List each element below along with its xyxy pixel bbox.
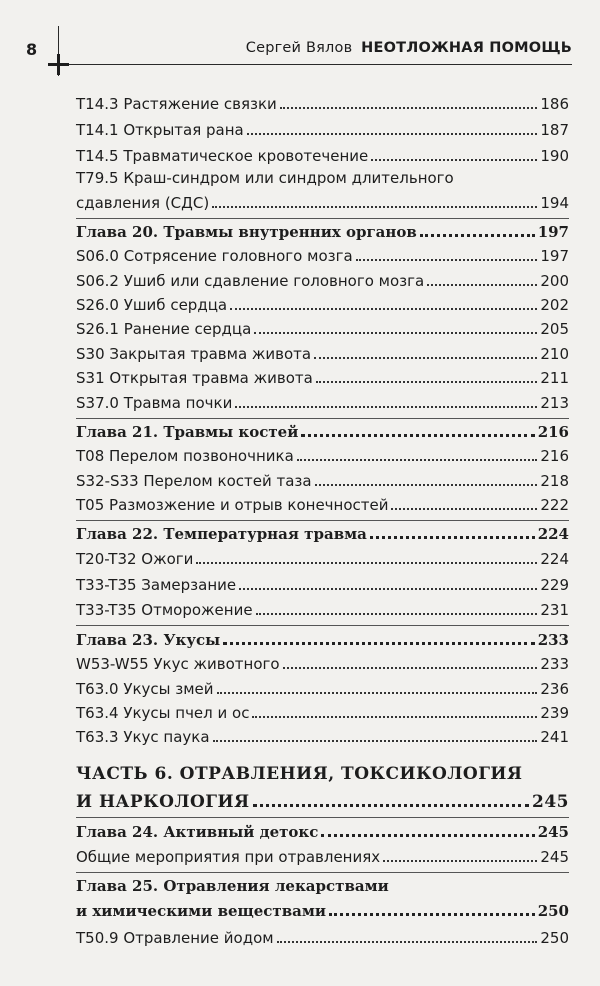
toc-leader-dots — [277, 941, 538, 943]
toc-chapter-page: 197 — [537, 223, 569, 241]
toc-entry-page: 250 — [540, 929, 569, 947]
toc-entry-title: T33-T35 Замерзание — [76, 576, 237, 594]
toc-leader-dots — [196, 562, 537, 564]
toc-entry-title: T50.9 Отравление йодом — [76, 929, 274, 947]
toc-leader-dots — [315, 484, 538, 486]
toc-entry — [76, 600, 569, 620]
toc-entry-title: T08 Перелом позвоночника — [76, 447, 294, 465]
toc-entry-page: 187 — [540, 121, 569, 139]
toc-leader-dots — [213, 740, 538, 742]
toc-entry-page: 213 — [540, 394, 569, 412]
author-name: Сергей Вялов — [245, 40, 353, 56]
section-divider — [76, 872, 569, 873]
toc-chapter-page: 216 — [537, 423, 569, 441]
toc-leader-dots — [212, 206, 537, 208]
toc-entry-title: T20-T32 Ожоги — [76, 550, 194, 568]
toc-leader-dots — [314, 357, 537, 359]
toc-entry-page: 241 — [540, 728, 569, 746]
toc-entry-page: 229 — [540, 576, 569, 594]
toc-entry-title: Общие мероприятия при отравлениях — [76, 848, 381, 866]
toc-entry-title-cont: сдавления (СДС) — [76, 194, 210, 212]
section-divider — [76, 520, 569, 521]
book-title: НЕОТЛОЖНАЯ ПОМОЩЬ — [361, 40, 572, 56]
toc-entry-page: 211 — [540, 369, 569, 387]
toc-leader-dots — [239, 588, 537, 590]
toc-leader-dots — [370, 536, 535, 539]
toc-chapter-page: 233 — [537, 631, 569, 649]
toc-entry-page: 197 — [540, 247, 569, 265]
toc-entry-page: 200 — [540, 272, 569, 290]
toc-entry — [76, 120, 569, 140]
toc-leader-dots — [316, 381, 538, 383]
toc-entry — [76, 549, 569, 569]
toc-leader-dots — [283, 667, 538, 669]
toc-leader-dots — [235, 406, 537, 408]
toc-part-page: 245 — [532, 792, 569, 812]
toc-entry-page: 245 — [540, 848, 569, 866]
toc-part-title-cont: И НАРКОЛОГИЯ — [76, 792, 250, 812]
toc-entry-title: S32-S33 Перелом костей таза — [76, 472, 312, 490]
toc-chapter — [76, 524, 569, 544]
toc-entry — [76, 94, 569, 114]
toc-leader-dots — [297, 459, 538, 461]
toc-chapter-title: Глава 21. Травмы костей — [76, 423, 299, 441]
toc-chapter — [76, 422, 569, 442]
toc-leader-dots — [371, 159, 537, 161]
toc-entry-page: 231 — [540, 601, 569, 619]
toc-entry-page: 194 — [540, 194, 569, 212]
toc-leader-dots — [301, 434, 534, 437]
toc-entry — [76, 271, 569, 291]
toc-entry — [76, 344, 569, 364]
toc-entry — [76, 146, 569, 166]
toc-entry-page: 239 — [540, 704, 569, 722]
toc-entry — [76, 847, 569, 867]
toc-chapter — [76, 901, 569, 921]
toc-entry-page: 210 — [540, 345, 569, 363]
toc-leader-dots — [256, 613, 538, 615]
toc-leader-dots — [427, 284, 537, 286]
toc-entry-page: 222 — [540, 496, 569, 514]
toc-leader-dots — [280, 107, 538, 109]
toc-chapter-title: Глава 20. Травмы внутренних органов — [76, 223, 417, 241]
toc-entry — [76, 446, 569, 466]
toc-chapter-title-cont: и химическими веществами — [76, 902, 327, 920]
toc-leader-dots — [356, 259, 538, 261]
section-divider — [76, 817, 569, 818]
toc-chapter — [76, 630, 569, 650]
running-title — [246, 40, 572, 56]
toc-entry-title: S31 Открытая травма живота — [76, 369, 313, 387]
toc-entry-line1 — [76, 168, 569, 188]
toc-chapter — [76, 222, 569, 242]
toc-entry — [76, 471, 569, 491]
toc-entry — [76, 703, 569, 723]
toc-chapter-title: Глава 22. Температурная травма — [76, 525, 367, 543]
toc-part — [76, 792, 569, 812]
section-divider — [76, 218, 569, 219]
toc-entry-title: S30 Закрытая травма живота — [76, 345, 312, 363]
toc-chapter-line1 — [76, 876, 569, 896]
toc-entry-title: T79.5 Краш-синдром или синдром длительного — [76, 169, 454, 187]
toc-entry — [76, 679, 569, 699]
toc-leader-dots — [254, 332, 537, 334]
page-number: 8 — [26, 40, 38, 59]
toc-chapter — [76, 822, 569, 842]
toc-entry-title: T63.4 Укусы пчел и ос — [76, 704, 250, 722]
toc-entry-title: S26.1 Ранение сердца — [76, 320, 252, 338]
toc-entry — [76, 295, 569, 315]
section-divider — [76, 418, 569, 419]
toc-part-title: ЧАСТЬ 6. ОТРАВЛЕНИЯ, ТОКСИКОЛОГИЯ — [76, 764, 523, 784]
header-rule — [58, 64, 572, 65]
toc-entry-title: T63.0 Укусы змей — [76, 680, 214, 698]
toc-leader-dots — [321, 834, 534, 837]
toc-entry-page: 186 — [540, 95, 569, 113]
toc-entry — [76, 928, 569, 948]
toc-leader-dots — [420, 234, 535, 237]
toc-entry-title: W53-W55 Укус животного — [76, 655, 280, 673]
toc-entry-page: 216 — [540, 447, 569, 465]
toc-entry-page: 202 — [540, 296, 569, 314]
toc-leader-dots — [383, 860, 537, 862]
toc-entry-page: 205 — [540, 320, 569, 338]
toc-entry-page: 190 — [540, 147, 569, 165]
toc-entry — [76, 319, 569, 339]
toc-leader-dots — [329, 913, 535, 916]
toc-chapter-page: 224 — [537, 525, 569, 543]
toc-entry-page: 233 — [540, 655, 569, 673]
toc-entry-page: 224 — [540, 550, 569, 568]
toc-entry-title: S26.0 Ушиб сердца — [76, 296, 228, 314]
toc-entry — [76, 246, 569, 266]
toc-entry — [76, 575, 569, 595]
toc-leader-dots — [247, 133, 538, 135]
toc-entry-title: T14.1 Открытая рана — [76, 121, 244, 139]
toc-entry-title: T05 Размозжение и отрыв конечностей — [76, 496, 389, 514]
toc-leader-dots — [253, 804, 529, 807]
toc-entry-title: S37.0 Травма почки — [76, 394, 233, 412]
toc-entry — [76, 193, 569, 213]
running-header — [0, 0, 600, 70]
toc-chapter-title: Глава 24. Активный детокс — [76, 823, 319, 841]
toc-entry — [76, 727, 569, 747]
toc-entry-title: S06.0 Сотрясение головного мозга — [76, 247, 353, 265]
toc-chapter-page: 245 — [537, 823, 569, 841]
crosshair-mark-vertical — [57, 54, 60, 75]
toc-entry — [76, 368, 569, 388]
toc-leader-dots — [391, 508, 537, 510]
toc-entry-page: 218 — [540, 472, 569, 490]
toc-leader-dots — [252, 716, 537, 718]
toc-chapter-page: 250 — [537, 902, 569, 920]
toc-entry-page: 236 — [540, 680, 569, 698]
toc-chapter-title: Глава 23. Укусы — [76, 631, 221, 649]
toc-entry-title: T14.3 Растяжение связки — [76, 95, 277, 113]
toc-leader-dots — [223, 642, 535, 645]
toc-leader-dots — [230, 308, 537, 310]
toc-entry-title: S06.2 Ушиб или сдавление головного мозга — [76, 272, 425, 290]
toc-entry — [76, 654, 569, 674]
toc-entry-title: T63.3 Укус паука — [76, 728, 210, 746]
toc-leader-dots — [217, 692, 538, 694]
toc-entry-title: T14.5 Травматическое кровотечение — [76, 147, 369, 165]
toc-entry — [76, 495, 569, 515]
toc-entry-title: T33-T35 Отморожение — [76, 601, 253, 619]
toc-chapter-title: Глава 25. Отравления лекарствами — [76, 877, 389, 895]
toc-part-line1 — [76, 764, 569, 784]
section-divider — [76, 625, 569, 626]
toc-entry — [76, 393, 569, 413]
